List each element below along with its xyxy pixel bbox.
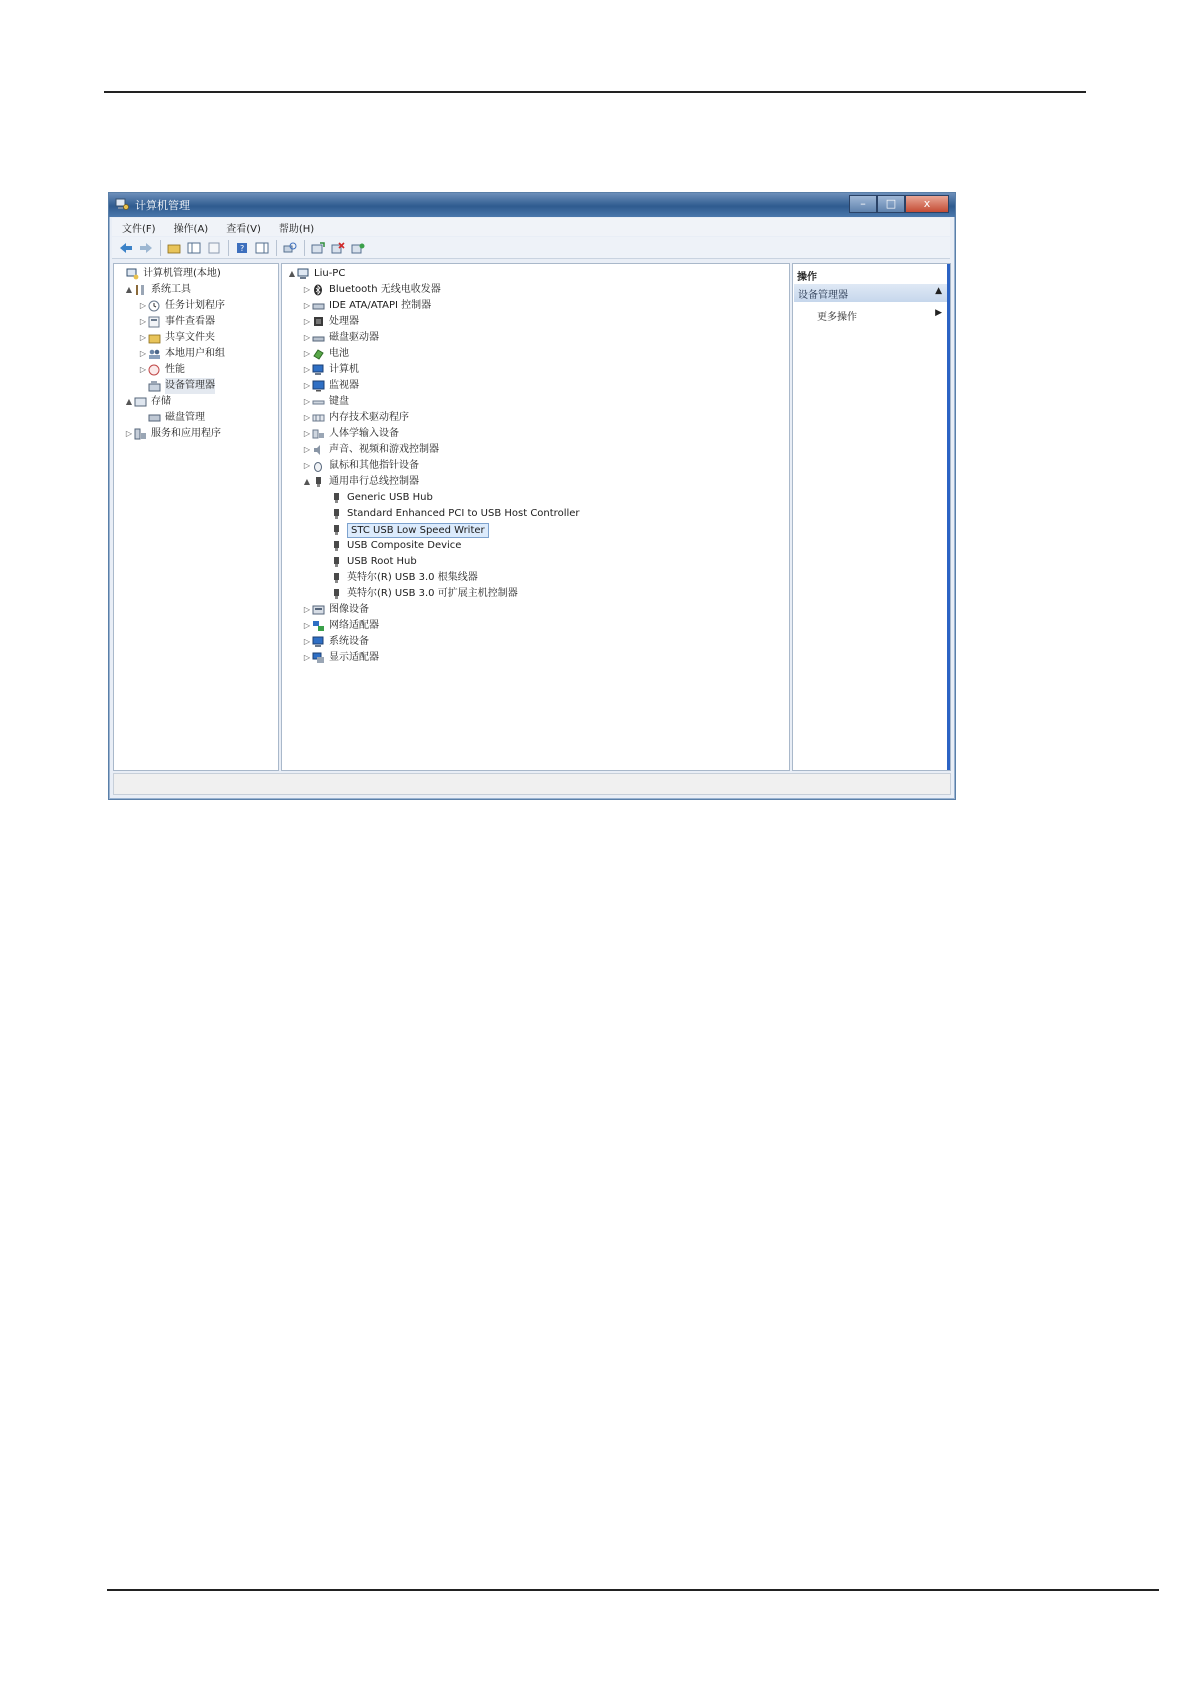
toolbar	[112, 237, 950, 259]
tree-label: 性能	[165, 364, 185, 375]
expand-arrow-icon[interactable]: ▷	[125, 429, 133, 438]
usb-icon	[330, 588, 343, 600]
tree-label: USB Composite Device	[347, 540, 462, 551]
tree-label: 任务计划程序	[165, 300, 225, 311]
expand-arrow-icon[interactable]: ▷	[139, 317, 147, 326]
up-folder-icon[interactable]	[166, 241, 182, 255]
services-icon	[134, 428, 147, 440]
bluetooth-icon	[312, 284, 325, 296]
expand-arrow-icon[interactable]: ▷	[303, 285, 311, 294]
tree-item-battery[interactable]	[302, 346, 349, 362]
tree-label: 处理器	[329, 316, 359, 327]
shared-folder-icon	[148, 332, 161, 344]
toolbar-separator	[160, 240, 161, 256]
tree-item-bluetooth[interactable]	[302, 282, 441, 298]
ide-controller-icon	[312, 300, 325, 312]
actions-title: 操作	[797, 272, 817, 283]
device-tree	[281, 263, 790, 771]
tree-label: 显示适配器	[329, 652, 379, 663]
expand-arrow-icon[interactable]: ▷	[303, 349, 311, 358]
disk-drive-icon	[312, 332, 325, 344]
header-rule	[104, 91, 1086, 93]
tree-item-usb-composite[interactable]	[320, 538, 461, 554]
tree-item-generic-usb-hub[interactable]	[320, 490, 433, 506]
system-device-icon	[312, 636, 325, 648]
enable-device-icon[interactable]	[350, 241, 366, 255]
tree-label: STC USB Low Speed Writer	[347, 523, 489, 538]
tree-item-disk-management[interactable]	[138, 410, 205, 426]
processor-icon	[312, 316, 325, 328]
tree-item-system-tools[interactable]	[124, 282, 191, 298]
battery-icon	[312, 348, 325, 360]
tree-label: Bluetooth 无线电收发器	[329, 284, 441, 295]
imaging-icon	[312, 604, 325, 616]
tree-label: 英特尔(R) USB 3.0 可扩展主机控制器	[347, 588, 518, 599]
event-viewer-icon	[148, 316, 161, 328]
tree-item-keyboards[interactable]	[302, 394, 349, 410]
tree-label: 事件查看器	[165, 316, 215, 327]
tree-label: USB Root Hub	[347, 556, 417, 567]
tree-item-imaging[interactable]	[302, 602, 369, 618]
expand-arrow-icon[interactable]: ▷	[303, 381, 311, 390]
tree-item-intel-usb3-root-hub[interactable]	[320, 570, 478, 586]
maximize-button[interactable]: □	[877, 195, 905, 213]
tree-item-disk-drives[interactable]	[302, 330, 379, 346]
tree-item-stc-usb-writer[interactable]	[320, 522, 489, 538]
expand-arrow-icon[interactable]: ▷	[139, 333, 147, 342]
tree-item-system-devices[interactable]	[302, 634, 369, 650]
navigation-tree	[113, 263, 279, 771]
help-icon[interactable]	[234, 241, 250, 255]
tree-label: 内存技术驱动程序	[329, 412, 409, 423]
tree-item-usb-controllers[interactable]	[302, 474, 419, 490]
tree-label: 键盘	[329, 396, 349, 407]
computer-management-icon	[126, 268, 139, 280]
tree-item-task-scheduler[interactable]	[138, 298, 225, 314]
expand-arrow-icon[interactable]: ▷	[303, 301, 311, 310]
display-adapter-icon	[312, 652, 325, 664]
tree-label: 存储	[151, 396, 171, 407]
tree-label: 鼠标和其他指针设备	[329, 460, 419, 471]
actions-section-device-manager[interactable]	[794, 284, 948, 302]
tools-icon	[134, 284, 147, 296]
usb-icon	[330, 556, 343, 568]
footer-rule	[107, 1589, 1159, 1591]
tree-label: 声音、视频和游戏控制器	[329, 444, 439, 455]
scan-hardware-icon[interactable]	[282, 241, 298, 255]
window-title: 计算机管理	[135, 199, 190, 212]
computer-icon	[312, 364, 325, 376]
tree-item-network[interactable]	[302, 618, 379, 634]
collapse-arrow-icon[interactable]: ▲	[125, 397, 133, 406]
menu-bar	[112, 218, 950, 236]
mouse-icon	[312, 460, 325, 472]
tree-label: Standard Enhanced PCI to USB Host Controller	[347, 508, 580, 519]
tree-label: IDE ATA/ATAPI 控制器	[329, 300, 432, 311]
tree-label: 监视器	[329, 380, 359, 391]
expand-arrow-icon[interactable]: ▷	[303, 397, 311, 406]
tree-label: 人体学输入设备	[329, 428, 399, 439]
usb-icon	[312, 476, 325, 488]
tree-label: 计算机	[329, 364, 359, 375]
tree-item-sound[interactable]	[302, 442, 439, 458]
usb-icon	[330, 572, 343, 584]
tree-label: 设备管理器	[165, 378, 215, 394]
expand-arrow-icon[interactable]: ▷	[303, 333, 311, 342]
network-icon	[312, 620, 325, 632]
tree-label: Generic USB Hub	[347, 492, 433, 503]
disk-icon	[148, 412, 161, 424]
expand-arrow-icon[interactable]: ▷	[139, 349, 147, 358]
collapse-arrow-icon[interactable]: ▲	[303, 477, 311, 486]
usb-icon	[330, 540, 343, 552]
menu-help[interactable]: 帮助(H)	[278, 223, 315, 235]
expand-arrow-icon[interactable]: ▷	[303, 317, 311, 326]
forward-arrow-icon[interactable]	[138, 241, 154, 255]
menu-action[interactable]: 操作(A)	[173, 223, 209, 235]
computer-icon	[297, 268, 310, 280]
tree-label: 电池	[329, 348, 349, 359]
menu-file[interactable]: 文件(F)	[122, 223, 156, 235]
tree-item-storage[interactable]	[124, 394, 171, 410]
expand-arrow-icon[interactable]: ▷	[303, 445, 311, 454]
expand-arrow-icon[interactable]: ▷	[303, 605, 311, 614]
minimize-button[interactable]: –	[849, 195, 877, 213]
tree-label: 计算机管理(本地)	[143, 268, 221, 279]
tree-item-memory-tech[interactable]	[302, 410, 409, 426]
collapse-arrow-icon[interactable]: ▲	[288, 269, 296, 278]
tree-item-event-viewer[interactable]	[138, 314, 215, 330]
keyboard-icon	[312, 396, 325, 408]
actions-pane	[792, 263, 951, 771]
expand-arrow-icon[interactable]: ▷	[303, 429, 311, 438]
expand-arrow-icon[interactable]: ▷	[303, 365, 311, 374]
tree-label: 网络适配器	[329, 620, 379, 631]
tree-item-processor[interactable]	[302, 314, 359, 330]
tree-item-performance[interactable]	[138, 362, 185, 378]
collapse-arrow-icon[interactable]: ▲	[125, 285, 133, 294]
title-bar[interactable]	[109, 193, 955, 217]
users-icon	[148, 348, 161, 360]
tree-label: 本地用户和组	[165, 348, 225, 359]
memory-icon	[312, 412, 325, 424]
pane-edge	[947, 264, 950, 770]
tree-label: 磁盘驱动器	[329, 332, 379, 343]
more-actions-link[interactable]: 更多操作	[817, 312, 857, 323]
tree-item-ehci-controller[interactable]	[320, 506, 580, 522]
usb-icon	[330, 524, 343, 536]
status-bar	[113, 773, 951, 795]
back-arrow-icon[interactable]	[118, 241, 134, 255]
tree-item-shared-folders[interactable]	[138, 330, 215, 346]
submenu-arrow-icon: ▶	[935, 308, 942, 318]
tree-label: 共享文件夹	[165, 332, 215, 343]
actions-section-label: 设备管理器	[798, 290, 848, 301]
tree-label: 磁盘管理	[165, 412, 205, 423]
tree-label: 服务和应用程序	[151, 428, 221, 439]
properties-icon[interactable]	[206, 241, 222, 255]
toolbar-separator	[304, 240, 305, 256]
show-hide-tree-icon[interactable]	[186, 241, 202, 255]
uninstall-icon[interactable]	[330, 241, 346, 255]
expand-arrow-icon[interactable]: ▷	[303, 653, 311, 662]
update-driver-icon[interactable]	[310, 241, 326, 255]
show-hide-action-pane-icon[interactable]	[254, 241, 270, 255]
computer-management-window	[108, 192, 956, 800]
menu-view[interactable]: 查看(V)	[226, 223, 261, 235]
toolbar-separator	[276, 240, 277, 256]
tree-item-display-adapters[interactable]	[302, 650, 379, 666]
usb-icon	[330, 492, 343, 504]
tree-item-services-apps[interactable]	[124, 426, 221, 442]
sound-icon	[312, 444, 325, 456]
tree-item-ide-controller[interactable]	[302, 298, 431, 314]
tree-item-monitors[interactable]	[302, 378, 359, 394]
tree-label: 英特尔(R) USB 3.0 根集线器	[347, 572, 478, 583]
tree-item-hid[interactable]	[302, 426, 399, 442]
expand-arrow-icon[interactable]: ▷	[139, 365, 147, 374]
tree-label: Liu-PC	[314, 268, 346, 279]
expand-arrow-icon[interactable]: ▷	[303, 621, 311, 630]
tree-item-usb-root-hub[interactable]	[320, 554, 417, 570]
tree-label: 系统设备	[329, 636, 369, 647]
tree-item-computer[interactable]	[302, 362, 359, 378]
tree-item-computer-management[interactable]	[116, 266, 221, 282]
tree-item-device-manager[interactable]	[138, 378, 215, 394]
tree-label: 系统工具	[151, 284, 191, 295]
computer-management-icon	[115, 198, 129, 211]
close-button[interactable]: x	[905, 195, 949, 213]
tree-item-local-users[interactable]	[138, 346, 225, 362]
tree-label: 图像设备	[329, 604, 369, 615]
tree-item-liu-pc[interactable]	[287, 266, 345, 282]
performance-icon	[148, 364, 161, 376]
expand-arrow-icon[interactable]: ▷	[139, 301, 147, 310]
tree-item-intel-usb3-xhci[interactable]	[320, 586, 518, 602]
svg-text:?: ?	[240, 243, 245, 253]
hid-icon	[312, 428, 325, 440]
clock-icon	[148, 300, 161, 312]
collapse-caret-icon[interactable]: ▲	[935, 286, 942, 296]
storage-icon	[134, 396, 147, 408]
device-manager-icon	[148, 380, 161, 392]
toolbar-separator	[228, 240, 229, 256]
expand-arrow-icon[interactable]: ▷	[303, 461, 311, 470]
tree-item-mice[interactable]	[302, 458, 419, 474]
monitor-icon	[312, 380, 325, 392]
usb-icon	[330, 508, 343, 520]
expand-arrow-icon[interactable]: ▷	[303, 413, 311, 422]
expand-arrow-icon[interactable]: ▷	[303, 637, 311, 646]
tree-label: 通用串行总线控制器	[329, 476, 419, 487]
